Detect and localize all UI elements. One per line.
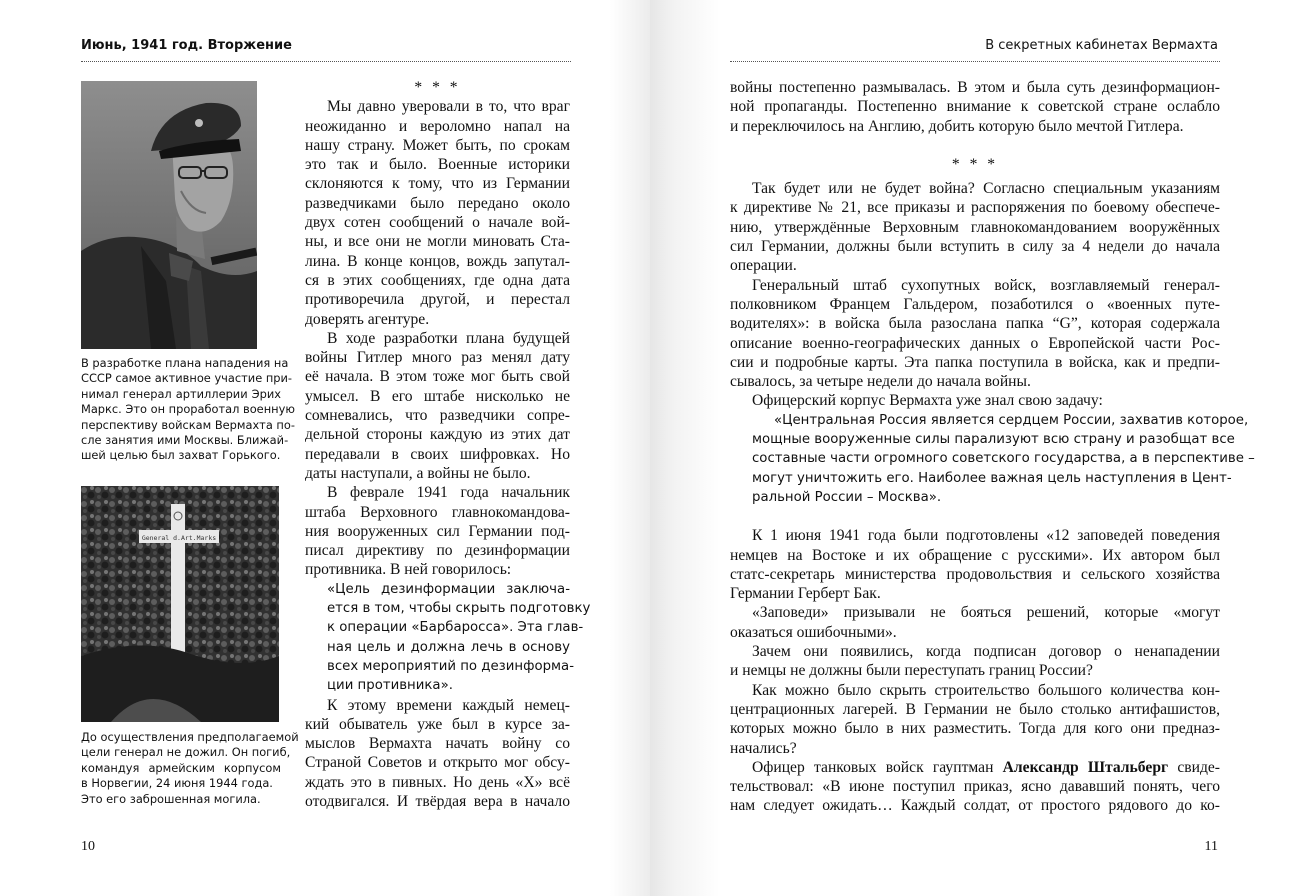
text-line: Мы давно уверовали в то, что враг — [327, 98, 570, 116]
left-text-column — [305, 78, 591, 811]
text-line: отодвигался. И твёрдая вера в начало — [305, 792, 570, 810]
grave-illustration — [81, 486, 279, 722]
text-line: дельной стороны каждую из этих дат — [305, 426, 570, 444]
caption-line: сле занятия ими Москвы. Ближай- — [81, 433, 289, 448]
quote-line: к операции «Барбаросса». Эта глав- — [327, 620, 584, 636]
text-line: доверять агентуре. — [305, 310, 430, 328]
page-number-left: 10 — [81, 839, 95, 854]
text-line: Так будет или не будет война? Согласно специальным указаниям — [752, 180, 1220, 198]
text-line: начались? — [730, 739, 797, 757]
text-line: К этому времени каждый немец- — [327, 696, 570, 714]
cross-inscription: General d.Art.Marks — [141, 534, 217, 542]
section-mark: * * * — [951, 155, 999, 173]
caption-line: шей целью был захват Горького. — [81, 448, 281, 463]
text-line: Страной Советов и открыто мог обсу- — [305, 754, 570, 772]
caption-line: перспективу войскам Вермахта по- — [81, 417, 295, 432]
text-line: сывалось, за четыре недели до начала войны. — [730, 373, 1031, 391]
quote-line: мощные вооруженные силы парализуют всю страну и разобщат все — [752, 432, 1235, 448]
text-line: оказаться ошибочными». — [730, 623, 897, 641]
section-mark: * * * — [414, 79, 461, 96]
text-line: статс-секретарь министерства продовольствия и сельского хозяйства — [730, 565, 1220, 583]
text-line: водителях»: в войска была разослана папка “G”, которая содержала — [730, 315, 1220, 333]
text-line: полковником Францем Гальдером, позаботился о «военных путе- — [730, 295, 1220, 313]
person-name: Александр Штальберг — [1002, 758, 1169, 776]
photo-grave-cross — [81, 486, 279, 722]
text-line: Как можно было скрыть строительство большого количества кон- — [752, 681, 1220, 699]
caption-line: нимал генерал артиллерии Эрих — [81, 386, 281, 401]
text-line: и немцы не должны были переступать границ России? — [730, 662, 1093, 680]
caption-line: командуя армейским корпусом — [81, 760, 281, 775]
photo-2-caption — [81, 730, 299, 807]
text-line: двух сотен сообщений о начале вой- — [305, 214, 570, 232]
caption-line: До осуществления предполагаемой — [81, 730, 299, 744]
text-line: лина. В конце концов, вождь запутал- — [305, 252, 570, 270]
text-line: сии и подробные карты. Эта папка поступила в войска, как и предпи- — [730, 353, 1220, 371]
caption-line: в Норвегии, 24 июня 1944 года. — [81, 776, 273, 791]
text-line: В феврале 1941 года начальник — [327, 484, 570, 502]
text-line: противника. В ней говорилось: — [305, 561, 512, 579]
text-line: войны постепенно размывалась. В этом и была суть дезинформацион- — [730, 79, 1220, 96]
text-line: умысел. В его штабе нисколько не — [305, 387, 570, 405]
text-line: Германии Герберт Бак. — [730, 585, 881, 603]
text-line: неожиданно и вероломно напал на — [305, 117, 570, 135]
text-line: ния вооруженных сил Германии под- — [305, 522, 570, 540]
spacer — [730, 136, 1220, 155]
text-line: её начала. В этом тоже мог быть свой — [305, 368, 570, 386]
text-line: войны Гитлер много раз менял дату — [305, 349, 570, 367]
text-line: разведчиками было передано около — [305, 194, 570, 212]
caption-line: цели генерал не дожил. Он погиб, — [81, 745, 291, 760]
text-line: мыслов Вермахта начать войну со — [305, 735, 570, 753]
right-text-column — [730, 78, 1255, 816]
quote-line: «Центральная Россия является сердцем России, захватив которое, — [774, 412, 1249, 428]
text-line: штаба Верховного главнокомандова- — [305, 503, 570, 521]
header-rule-left — [81, 61, 571, 62]
text-line: ждать это в пивных. Но день «Х» всё — [305, 773, 570, 791]
text-line: центрационных лагерей. В Германии не было столько антифашистов, — [730, 700, 1220, 718]
running-head-right: В секретных кабинетах Вермахта — [985, 38, 1218, 53]
header-rule-right — [730, 61, 1220, 62]
caption-line: В разработке плана нападения на — [81, 356, 289, 370]
text-line: К 1 июня 1941 года были подготовлены «12 заповедей поведения — [752, 527, 1220, 545]
text-line: Генеральный штаб сухопутных войск, возглавляемый генерал- — [752, 276, 1220, 294]
text-line: операции. — [730, 257, 797, 275]
text-line: кий обыватель уже был в курсе за- — [305, 715, 570, 733]
quote-line: ральной России – Москва». — [752, 489, 942, 505]
spacer — [730, 507, 1220, 526]
photo-1-caption — [81, 356, 295, 464]
text-line: Офицерский корпус Вермахта уже знал свою задачу: — [752, 392, 1103, 410]
caption-line: СССР самое активное участие при- — [81, 371, 293, 386]
quote-line: ная цель и должна лечь в основу — [327, 639, 570, 655]
running-head-left: Июнь, 1941 год. Вторжение — [81, 38, 292, 53]
text-line: ной пропаганды. Постепенно внимание к советской стране ослабло — [730, 98, 1220, 116]
caption-line: Маркс. Это он проработал военную — [81, 402, 295, 417]
quote-line: составные части огромного советского государства, а в перспективе – — [752, 451, 1255, 467]
text-fragment: свиде- — [1168, 758, 1221, 776]
text-line: противоречила другой, и перестал — [305, 291, 570, 309]
text-line: «Заповеди» призывали не бояться решений, которые «могут — [752, 604, 1220, 622]
text-line: сил Германии, должны были вступить в силу за 4 недели до начала — [730, 238, 1220, 256]
text-line: нашу страну. Может быть, по срокам — [305, 136, 570, 154]
text-line: немцев на Востоке и их обращение с русскими». Их автором был — [730, 546, 1220, 564]
text-line: писал директиву по дезинформации — [305, 542, 570, 560]
right-page — [650, 0, 1300, 896]
quote-line: «Цель дезинформации заключа- — [327, 581, 570, 597]
text-line: В ходе разработки плана будущей — [327, 329, 570, 347]
text-line: нию, утверждённые Верховным главнокомандованием вооружённых — [730, 218, 1220, 236]
quote-line: всех мероприятий по дезинформа- — [327, 658, 574, 674]
text-fragment: Офицер танковых войск гауптман — [752, 758, 1003, 776]
text-line: описание военно-географических данных о Европейской части Рос- — [730, 334, 1220, 352]
text-line: склоняются к тому, что из Германии — [305, 175, 570, 193]
text-line-with-name — [730, 758, 1220, 777]
page-number-right: 11 — [1204, 839, 1218, 854]
quote-line: могут уничтожить его. Наиболее важная цель наступления в Цент- — [752, 470, 1232, 486]
quote-line: ется в том, чтобы скрыть подготовку — [327, 601, 591, 617]
quote-line: ции противника». — [327, 678, 453, 694]
photo-general-portrait — [81, 81, 257, 349]
text-line: сомневались, что разведчики сопре- — [305, 407, 570, 425]
text-line: ся в этих сообщениях, где одна дата — [305, 271, 570, 289]
caption-line: Это его заброшенная могила. — [81, 791, 261, 806]
text-line: к директиве № 21, все приказы и распоряжения по боевому обеспече- — [730, 199, 1220, 217]
portrait-illustration — [81, 81, 257, 349]
text-line: тельствовал: «В июне поступил приказ, ясно дававший понять, чего — [730, 778, 1220, 796]
text-line: ны, и все они не могли миновать Ста- — [305, 233, 570, 251]
text-line: это так и было. Военные историки — [305, 156, 570, 174]
text-line: Зачем они появились, когда подписан договор о ненападении — [752, 643, 1220, 661]
text-line: и переключилось на Англию, добить которую было мечтой Гитлера. — [730, 117, 1184, 135]
text-line: даты наступали, а войны не было. — [305, 464, 531, 482]
text-line: нам следует ожидать… Каждый солдат, от простого рядового до ко- — [730, 797, 1220, 815]
text-line: которых можно было в них разместить. Тогда для кого они предназ- — [730, 720, 1220, 738]
text-line: передавали в своих шифровках. Но — [305, 445, 570, 463]
